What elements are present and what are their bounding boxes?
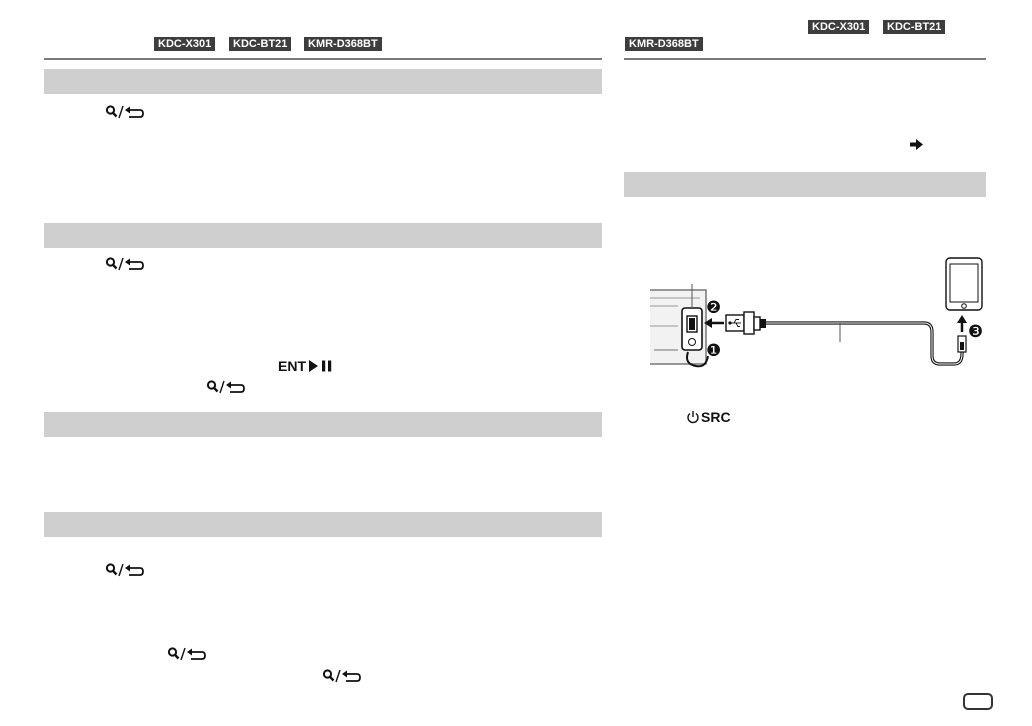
model-badge-kdc-bt21: KDC-BT21 [229, 37, 291, 51]
header-rule-left [44, 58, 602, 60]
section-band-4 [44, 512, 602, 537]
search-back-icon [105, 104, 145, 120]
section-band-1 [44, 69, 602, 94]
arrow-right-icon [910, 139, 924, 150]
search-back-icon [206, 379, 246, 395]
section-band-2 [44, 223, 602, 248]
search-back-icon [105, 256, 145, 272]
callout-2: ❷ [706, 298, 722, 318]
power-icon [686, 410, 700, 424]
search-back-icon [167, 646, 207, 662]
enter-button-label: ENT [278, 358, 306, 374]
search-back-icon [105, 562, 145, 578]
callout-1: ❶ [706, 341, 722, 361]
search-back-icon [322, 668, 362, 684]
model-badge-kmr-d368bt-right: KMR-D368BT [625, 37, 703, 51]
header-rule-right [624, 58, 986, 60]
source-button-label: SRC [701, 409, 731, 425]
section-band-right [624, 172, 986, 197]
model-badge-kdc-x301: KDC-X301 [154, 37, 215, 51]
usb-connection-diagram [648, 256, 994, 372]
page-tab [963, 693, 993, 710]
callout-3: ❸ [968, 322, 984, 342]
model-badge-kdc-bt21-right: KDC-BT21 [883, 20, 945, 34]
model-badge-kdc-x301-right: KDC-X301 [808, 20, 869, 34]
model-badge-kmr-d368bt: KMR-D368BT [304, 37, 382, 51]
play-pause-icon [308, 359, 334, 373]
section-band-3 [44, 412, 602, 437]
